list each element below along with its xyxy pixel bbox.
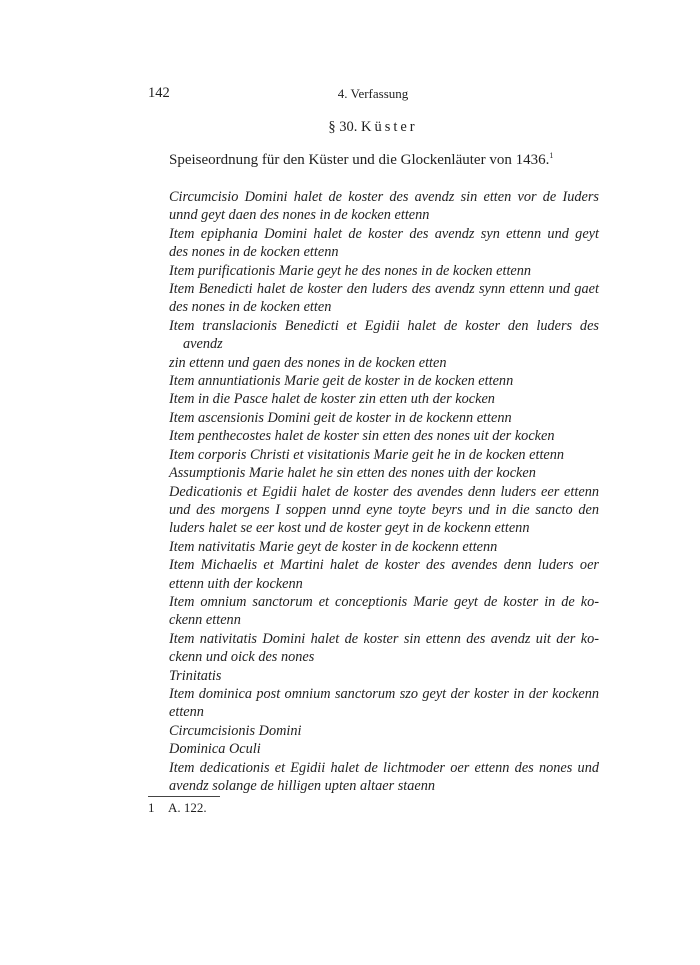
entry-item bbox=[169, 225, 599, 262]
section-number: § 30. bbox=[328, 119, 358, 135]
entry-line: Item Benedicti halet de koster den luders des avendz synn ettenn und gaet bbox=[169, 281, 599, 298]
entry-line: Item annuntiationis Marie geit de koster in de kocken ettenn bbox=[169, 373, 514, 390]
entry-line: Item purificationis Marie geyt he des nones in de kocken ettenn bbox=[169, 262, 532, 279]
footnote-reference: 1 bbox=[549, 151, 554, 160]
intro-text: Speiseordnung für den Küster und die Glockenläuter von 1436. bbox=[169, 152, 550, 168]
entry-line: Item in die Pasce halet de koster zin etten uth der kocken bbox=[169, 391, 495, 408]
footnote bbox=[148, 800, 207, 816]
entry-item bbox=[169, 317, 599, 372]
entry-item bbox=[169, 722, 599, 740]
entry-line: Item ascensionis Domini geit de koster in de kockenn ettenn bbox=[169, 409, 512, 426]
entry-line: Item dedicationis et Egidii halet de lichtmoder oer ettenn des nones und bbox=[169, 759, 599, 776]
entry-line: Circumcisionis Domini bbox=[169, 722, 302, 739]
entry-line: unnd geyt daen des nones in de kocken ettenn bbox=[169, 207, 430, 224]
entry-line: Item nativitatis Domini halet de koster sin ettenn des avendz uit der ko- bbox=[169, 630, 599, 647]
entry-item bbox=[169, 593, 599, 630]
entry-line: ckenn ettenn bbox=[169, 612, 241, 629]
entry-line: Item penthecostes halet de koster sin etten des nones uit der kocken bbox=[169, 428, 555, 445]
entry-item bbox=[169, 464, 599, 482]
entry-line: ettenn uith der kockenn bbox=[169, 575, 303, 592]
entry-item bbox=[169, 667, 599, 685]
entry-item bbox=[169, 280, 599, 317]
entry-line: Dominica Oculi bbox=[169, 741, 261, 758]
entry-item bbox=[169, 538, 599, 556]
entry-item bbox=[169, 390, 599, 408]
entry-line: Dedicationis et Egidii halet de koster des avendes denn luders eer ettenn bbox=[169, 483, 599, 500]
entry-line: Circumcisio Domini halet de koster des avendz sin etten vor de Iuders bbox=[169, 189, 599, 205]
entry-line: zin ettenn und gaen des nones in de kocken etten bbox=[169, 354, 447, 371]
entry-line: des nones in de kocken etten bbox=[169, 299, 332, 316]
section-title: Küster bbox=[360, 119, 418, 135]
entry-item bbox=[169, 262, 599, 280]
entry-line: Item epiphania Domini halet de koster des avendz syn ettenn und geyt bbox=[169, 225, 599, 242]
entry-item bbox=[169, 372, 599, 390]
entry-line: luders halet se eer kost und de koster geyt in de kockenn ettenn bbox=[169, 520, 530, 537]
entry-item bbox=[169, 685, 599, 722]
entry-item bbox=[169, 188, 599, 225]
entry-item bbox=[169, 630, 599, 667]
intro-paragraph bbox=[169, 152, 553, 169]
entry-item bbox=[169, 759, 599, 796]
entry-line: Item corporis Christi et visitationis Marie geit he in de kocken ettenn bbox=[169, 446, 565, 463]
entry-item bbox=[169, 740, 599, 758]
entry-line: Item dominica post omnium sanctorum szo geyt der koster in der kockenn bbox=[169, 685, 599, 702]
entry-item bbox=[169, 446, 599, 464]
entry-line: Trinitatis bbox=[169, 667, 222, 684]
footnote-text: A. 122. bbox=[168, 800, 207, 815]
entry-line: des nones in de kocken ettenn bbox=[169, 244, 339, 261]
entry-line: ettenn bbox=[169, 704, 204, 721]
entry-item bbox=[169, 483, 599, 538]
section-heading bbox=[0, 119, 700, 136]
entry-line: Item omnium sanctorum et conceptionis Marie geyt de koster in de ko- bbox=[169, 593, 599, 610]
entry-list bbox=[169, 188, 599, 795]
entry-line: avendz solange de hilligen upten altaer staenn bbox=[169, 778, 436, 794]
entry-line: und des morgens I soppen unnd eyne toyte beyrs und in die sancto den bbox=[169, 501, 599, 518]
entry-line: Item Michaelis et Martini halet de koster des avendes denn luders oer bbox=[169, 557, 599, 574]
page-number: 142 bbox=[148, 85, 170, 101]
entry-line: ckenn und oick des nones bbox=[169, 649, 315, 666]
entry-line: Item translacionis Benedicti et Egidii halet de koster den luders des avendz bbox=[169, 317, 599, 353]
entry-line: Item nativitatis Marie geyt de koster in de kockenn ettenn bbox=[169, 538, 498, 555]
entry-item bbox=[169, 427, 599, 445]
entry-item bbox=[169, 409, 599, 427]
footnote-number: 1 bbox=[148, 800, 155, 815]
entry-item bbox=[169, 556, 599, 593]
footnote-divider bbox=[148, 796, 220, 797]
running-head: 4. Verfassung bbox=[337, 86, 409, 101]
entry-line: Assumptionis Marie halet he sin etten des nones uith der kocken bbox=[169, 465, 536, 482]
